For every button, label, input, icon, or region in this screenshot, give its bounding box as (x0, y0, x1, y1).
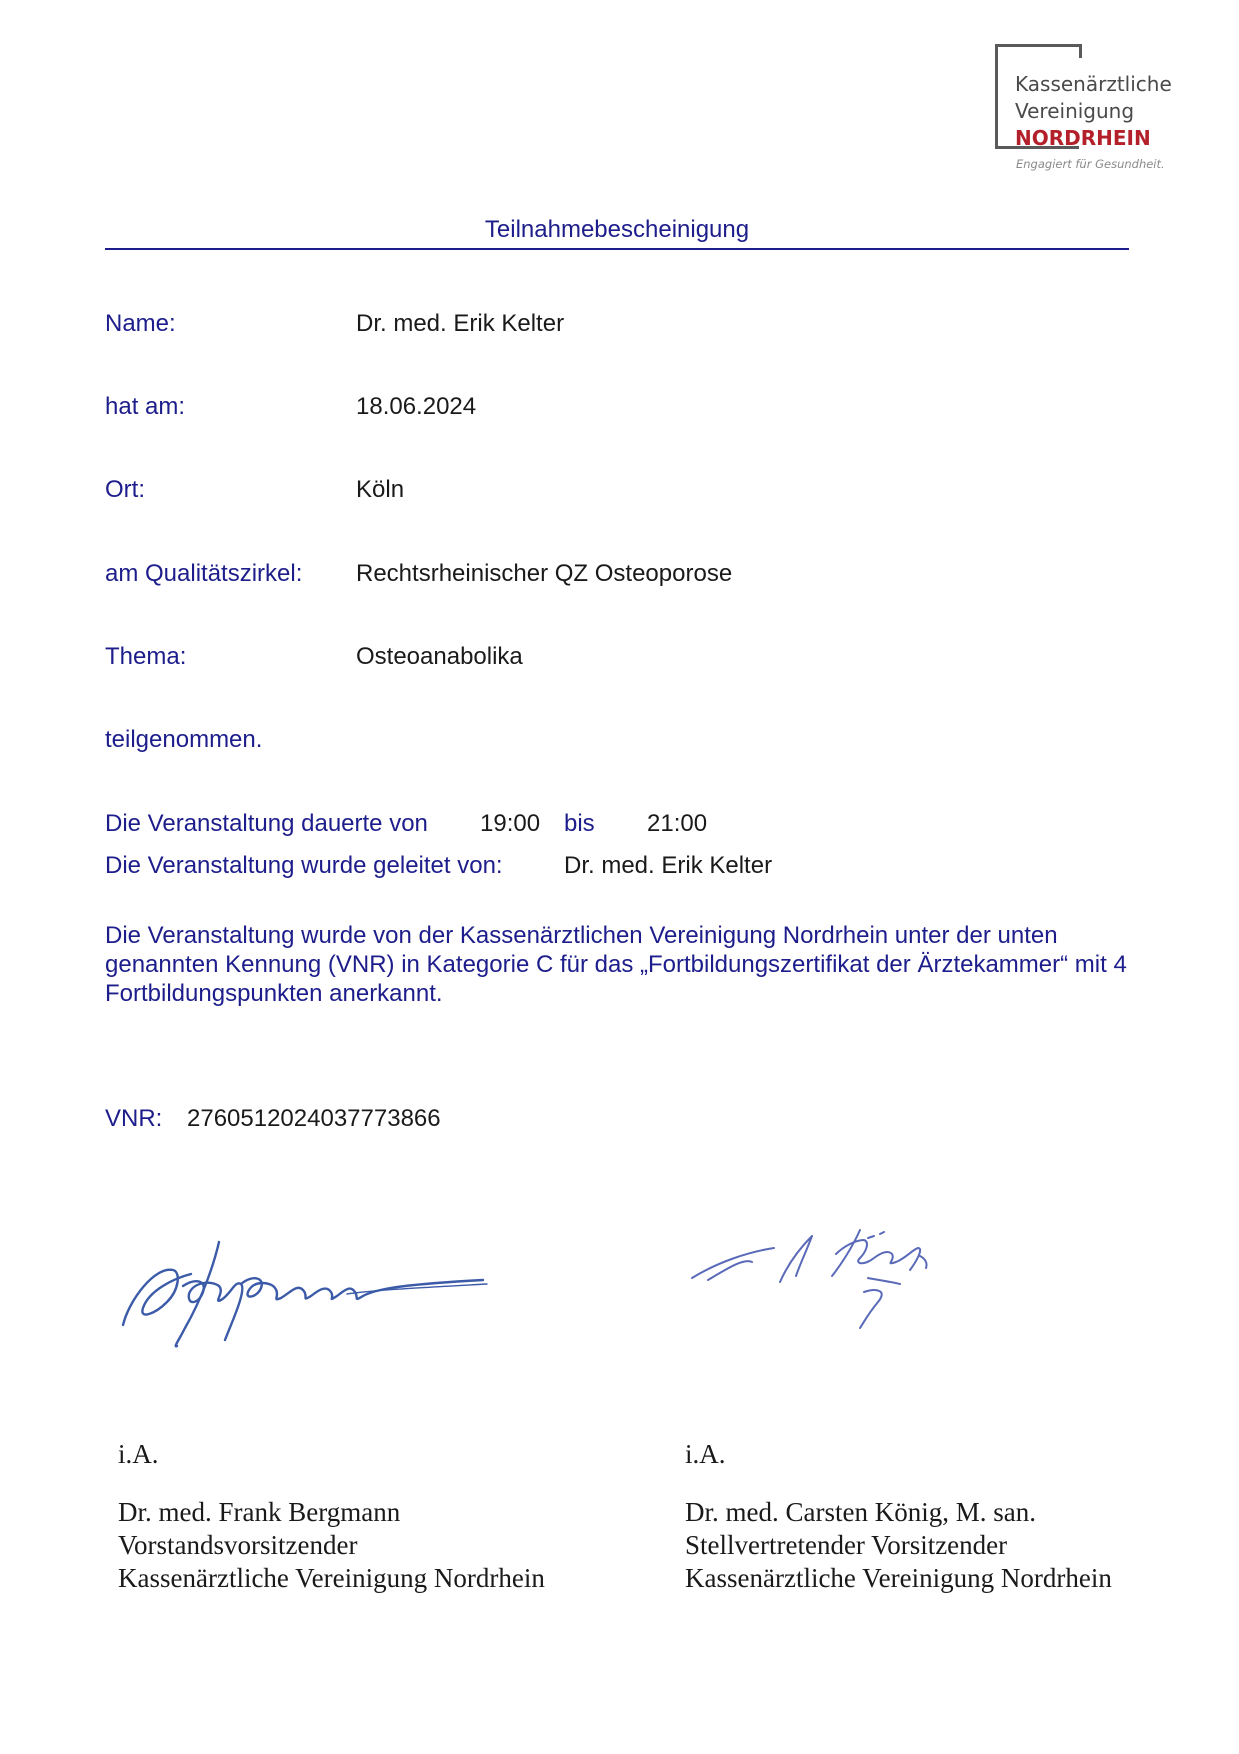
signatory-1-org: Kassenärztliche Vereinigung Nordrhein (118, 1563, 545, 1593)
logo-bracket-tick (1079, 44, 1082, 58)
start-time: 19:00 (480, 810, 541, 837)
signatory-2-role: Stellvertretender Vorsitzender (685, 1530, 1008, 1560)
vnr-value: 2760512024037773866 (187, 1105, 441, 1132)
signature-koenig (688, 1218, 958, 1348)
recognition-paragraph: Die Veranstaltung wurde von der Kassenärztlichen Vereinigung Nordrhein unter der unten genannten Kennung (VNR) in Kategorie C für das „Fortbildungszertifikat der Ärztekammer“ mit 4 Fortbildungspunkten anerkannt. (105, 922, 1127, 1007)
logo-line-1: Kassenärztliche (1015, 72, 1172, 96)
led-by-value: Dr. med. Erik Kelter (564, 852, 773, 879)
participated-text: teilgenommen. (105, 726, 263, 753)
signature-bergmann (115, 1228, 495, 1368)
signatory-2-ia: i.A. (685, 1439, 726, 1469)
end-time: 21:00 (647, 810, 708, 837)
signatory-1-role: Vorstandsvorsitzender (118, 1530, 358, 1560)
quality-circle-value: Rechtsrheinischer QZ Osteoporose (356, 560, 733, 587)
quality-circle-label: am Qualitätszirkel: (105, 560, 303, 587)
bis-label: bis (564, 810, 595, 837)
name-label: Name: (105, 310, 176, 337)
topic-label: Thema: (105, 643, 187, 670)
logo-tagline: Engagiert für Gesundheit. (1016, 157, 1165, 171)
led-by-label: Die Veranstaltung wurde geleitet von: (105, 852, 503, 879)
date-value: 18.06.2024 (356, 393, 477, 420)
signatory-2-name: Dr. med. Carsten König, M. san. (685, 1497, 1036, 1527)
document-title: Teilnahmebescheinigung (484, 216, 750, 243)
kvno-logo (995, 44, 1170, 184)
signatory-1-ia: i.A. (118, 1439, 159, 1469)
signatory-1-name: Dr. med. Frank Bergmann (118, 1497, 401, 1527)
logo-wordmark (1015, 71, 1172, 152)
logo-line-2: Vereinigung (1015, 99, 1135, 123)
date-label: hat am: (105, 393, 186, 420)
duration-label: Die Veranstaltung dauerte von (105, 810, 428, 837)
name-value: Dr. med. Erik Kelter (356, 310, 565, 337)
title-underline (105, 248, 1129, 250)
place-value: Köln (356, 476, 405, 503)
topic-value: Osteoanabolika (356, 643, 523, 670)
logo-line-3: NORDRHEIN (1015, 126, 1151, 150)
vnr-label: VNR: (105, 1105, 163, 1132)
signatory-2-org: Kassenärztliche Vereinigung Nordrhein (685, 1563, 1112, 1593)
place-label: Ort: (105, 476, 145, 503)
